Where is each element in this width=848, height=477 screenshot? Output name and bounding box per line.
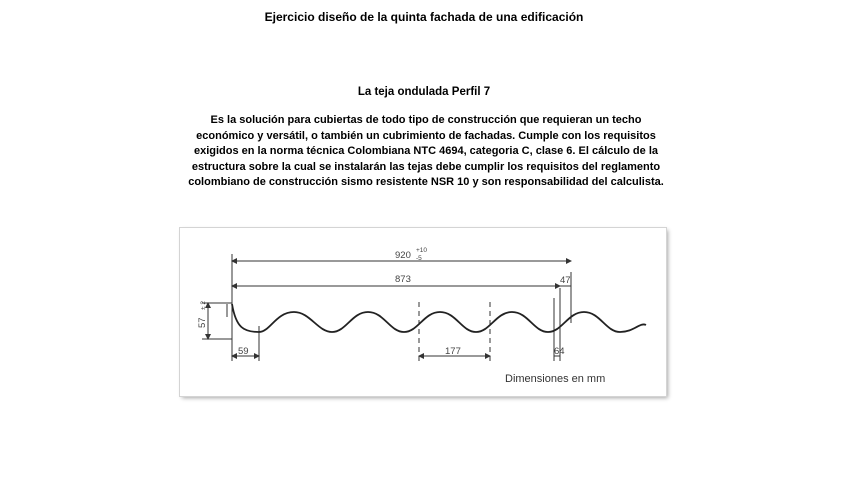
sheet-profile: [232, 304, 646, 332]
dim-effective-label: 873: [395, 274, 411, 285]
extension-lines: [202, 254, 571, 361]
dim-height-tol: ± 2: [200, 301, 207, 310]
dim-overlap-label: 47: [560, 275, 571, 286]
profile-drawing-figure: [180, 228, 666, 396]
dim-pitch-label: 177: [445, 346, 461, 357]
units-caption: Dimensiones en mm: [505, 373, 606, 385]
section-subtitle: La teja ondulada Perfil 7: [357, 86, 491, 98]
dim-left-label: 59: [238, 346, 249, 357]
dim-total-tol-lower: -5: [416, 255, 422, 262]
dim-right-label: 64: [554, 346, 565, 357]
dim-total-tol-upper: +10: [416, 247, 428, 254]
profile-drawing: [180, 228, 666, 396]
dimension-lines: [208, 261, 571, 356]
dim-total-label: 920: [395, 250, 411, 261]
dim-height-label: 57: [197, 317, 208, 328]
page-title: Ejercicio diseño de la quinta fachada de una edificación: [264, 10, 584, 24]
description-paragraph: Es la solución para cubiertas de todo tipo de construcción que requieran un techo económico y versátil, o también un cubrimiento de fachadas. Cumple con los requisitos exigidos en la norma técnica Colombiana NTC 4694, categoria C, clase 6. El cálculo de la estructura sobre la cual se instalarán las tejas debe cumplir los requisitos del reglamento colombiano de construcción sismo resistente NSR 10 y son responsabilidad del calculista.: [188, 114, 664, 188]
